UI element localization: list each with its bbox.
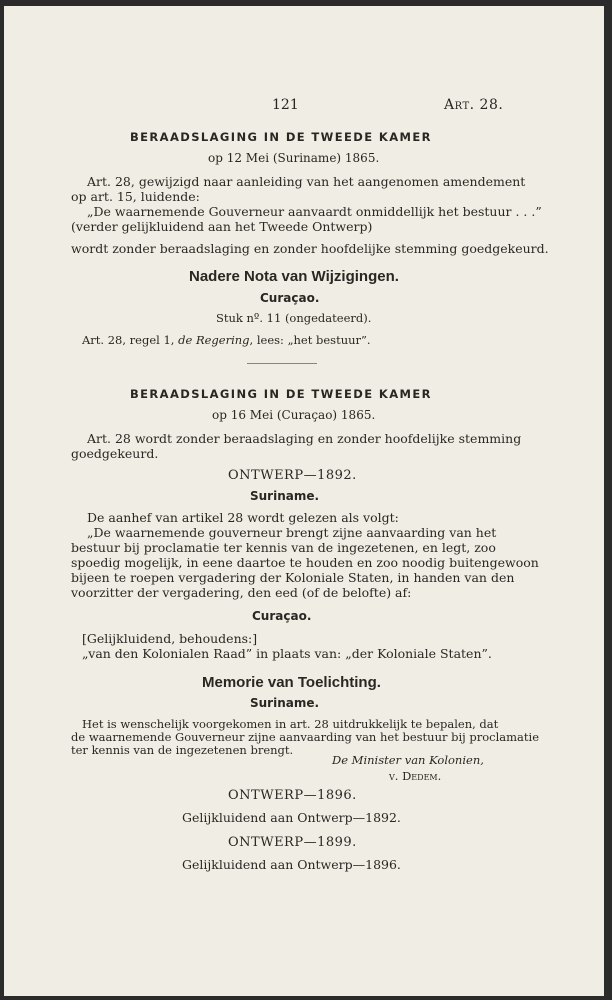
ontwerp-heading: ONTWERP—1899. bbox=[228, 835, 357, 850]
paragraph-line: (verder gelijkluidend aan het Tweede Ontwerp) bbox=[71, 219, 373, 234]
conclusion-line: wordt zonder beraadslaging en zonder hoofdelijke stemming goedgekeurd. bbox=[71, 241, 549, 256]
curacao-line: „van den Kolonialen Raad” in plaats van: „der Koloniale Staten”. bbox=[82, 646, 492, 661]
quote-line: voorzitter der vergadering, den eed (of de belofte) af: bbox=[71, 585, 412, 600]
intro-line: De aanhef van artikel 28 wordt gelezen als volgt: bbox=[87, 510, 399, 525]
paragraph-line: Art. 28, gewijzigd naar aanleiding van het aangenomen amendement bbox=[87, 174, 526, 189]
ontwerp-text: Gelijkluidend aan Ontwerp—1892. bbox=[182, 810, 401, 825]
page-number: 121 bbox=[272, 97, 299, 113]
quote-line: „De waarnemende gouverneur brengt zijne aanvaarding van het bbox=[87, 525, 497, 540]
section-title: BERAADSLAGING IN DE TWEEDE KAMER bbox=[130, 130, 432, 144]
ontwerp-text: Gelijkluidend aan Ontwerp—1896. bbox=[182, 857, 401, 872]
curacao-line: [Gelijkluidend, behoudens:] bbox=[82, 631, 258, 646]
memorie-subheading: Suriname. bbox=[250, 696, 320, 710]
quote-line: „De waarnemende Gouverneur aanvaardt onmiddellijk het bestuur . . .” bbox=[87, 204, 542, 219]
ontwerp-heading: ONTWERP—1892. bbox=[228, 468, 357, 483]
quote-line: bijeen te roepen vergadering der Koloniale Staten, in handen van den bbox=[71, 570, 515, 585]
nota-subheading: Curaçao. bbox=[260, 291, 320, 305]
ontwerp-heading: ONTWERP—1896. bbox=[228, 788, 357, 803]
paragraph-line: Art. 28 wordt zonder beraadslaging en zonder hoofdelijke stemming bbox=[87, 431, 522, 446]
quote-line: spoedig mogelijk, in eene daartoe te houden en zoo noodig buitengewoon bbox=[71, 555, 539, 570]
quote-line: bestuur bij proclamatie ter kennis van de ingezetenen, en legt, zoo bbox=[71, 540, 496, 555]
memorie-line: ter kennis van de ingezetenen brengt. bbox=[71, 743, 294, 757]
memorie-line: de waarnemende Gouverneur zijne aanvaarding van het bestuur bij proclamatie bbox=[71, 730, 540, 744]
stuk-line: Stuk nº. 11 (ongedateerd). bbox=[216, 311, 372, 325]
article-reference: Art. 28. bbox=[444, 97, 504, 113]
memorie-heading: Memorie van Toelichting. bbox=[202, 674, 381, 691]
section-dateline: op 12 Mei (Suriname) 1865. bbox=[208, 151, 380, 165]
paragraph-line: op art. 15, luidende: bbox=[71, 189, 200, 204]
section-title: BERAADSLAGING IN DE TWEEDE KAMER bbox=[130, 387, 432, 401]
nota-heading: Nadere Nota van Wijzigingen. bbox=[189, 268, 399, 285]
section-dateline: op 16 Mei (Curaçao) 1865. bbox=[212, 408, 376, 422]
paragraph-line: goedgekeurd. bbox=[71, 446, 159, 461]
memorie-line: Het is wenschelijk voorgekomen in art. 28 uitdrukkelijk te bepalen, dat bbox=[82, 717, 499, 731]
document-page bbox=[4, 6, 604, 996]
amendment-line: Art. 28, regel 1, de Regering, lees: „het bestuur”. bbox=[82, 333, 371, 347]
suriname-heading: Suriname. bbox=[250, 489, 320, 503]
curacao-heading: Curaçao. bbox=[252, 609, 312, 623]
signature-name: v. Dedem. bbox=[389, 769, 442, 783]
divider bbox=[247, 363, 317, 364]
signature-role: De Minister van Kolonien, bbox=[332, 753, 484, 767]
